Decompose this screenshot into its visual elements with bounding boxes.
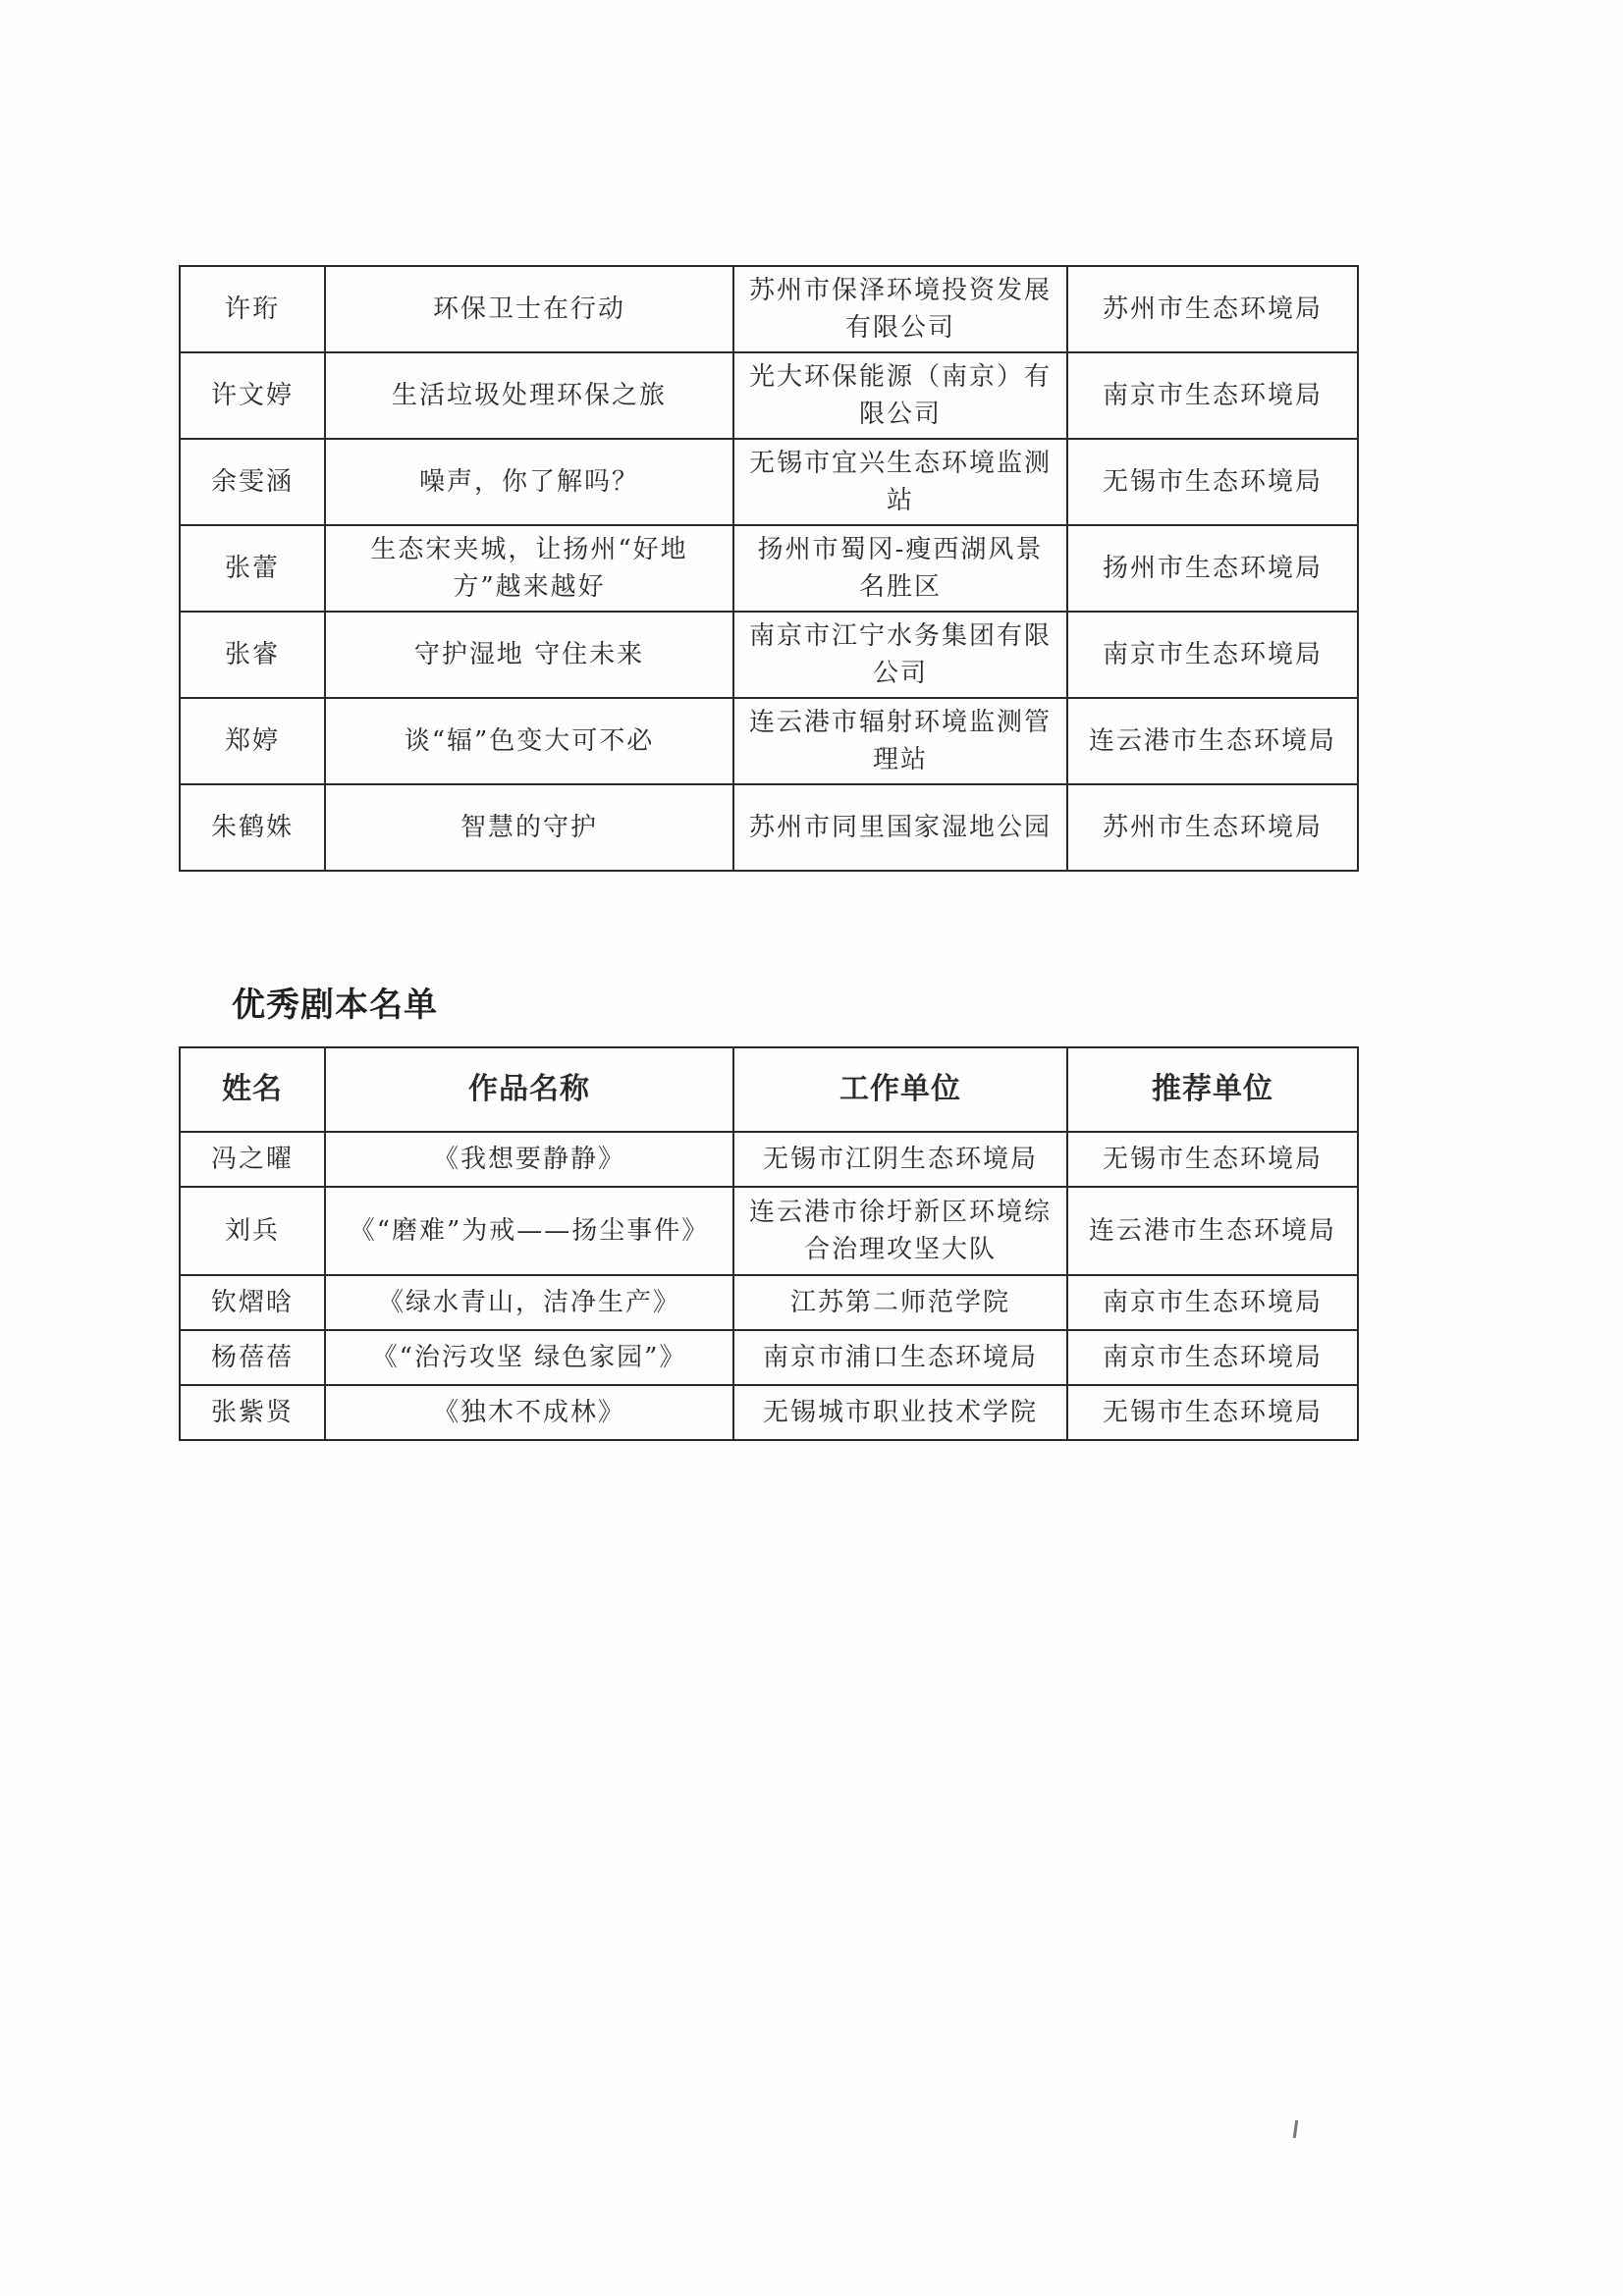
table-row: [180, 439, 1358, 525]
table-row: [180, 266, 1358, 352]
name-cell: 张蕾: [180, 525, 325, 612]
name-cell: 张睿: [180, 612, 325, 698]
employer-cell: 连云港市辐射环境监测管理站: [733, 698, 1067, 784]
table-row: [180, 784, 1358, 871]
name-cell: 朱鹤姝: [180, 784, 325, 871]
employer-cell: 无锡市江阴生态环境局: [733, 1132, 1067, 1187]
award-list-table: [179, 265, 1359, 872]
script-list-table: [179, 1046, 1359, 1441]
employer-cell: 苏州市同里国家湿地公园: [733, 784, 1067, 871]
column-header-work-title: 作品名称: [325, 1047, 733, 1132]
work-title-cell: 生态宋夹城，让扬州“好地方”越来越好: [325, 525, 733, 612]
table-row: [180, 1187, 1358, 1275]
recommender-cell: 苏州市生态环境局: [1067, 266, 1358, 352]
table-row: [180, 525, 1358, 612]
work-title-cell: 《“磨难”为戒——扬尘事件》: [325, 1187, 733, 1275]
column-header-name: 姓名: [180, 1047, 325, 1132]
recommender-cell: 南京市生态环境局: [1067, 612, 1358, 698]
employer-cell: 光大环保能源（南京）有限公司: [733, 352, 1067, 439]
recommender-cell: 南京市生态环境局: [1067, 352, 1358, 439]
work-title-cell: 《绿水青山，洁净生产》: [325, 1275, 733, 1330]
section-title: 优秀剧本名单: [232, 986, 438, 1025]
name-cell: 钦熠晗: [180, 1275, 325, 1330]
work-title-cell: 《“治污攻坚 绿色家园”》: [325, 1330, 733, 1385]
employer-cell: 南京市江宁水务集团有限公司: [733, 612, 1067, 698]
work-title-cell: 《独木不成林》: [325, 1385, 733, 1440]
work-title-cell: 噪声，你了解吗？: [325, 439, 733, 525]
table-row: [180, 612, 1358, 698]
name-cell: 余雯涵: [180, 439, 325, 525]
name-cell: 许珩: [180, 266, 325, 352]
name-cell: 许文婷: [180, 352, 325, 439]
work-title-cell: 生活垃圾处理环保之旅: [325, 352, 733, 439]
scan-mark: [1293, 2120, 1298, 2138]
name-cell: 冯之曜: [180, 1132, 325, 1187]
recommender-cell: 无锡市生态环境局: [1067, 1385, 1358, 1440]
recommender-cell: 无锡市生态环境局: [1067, 1132, 1358, 1187]
table-row: [180, 698, 1358, 784]
work-title-cell: 守护湿地 守住未来: [325, 612, 733, 698]
recommender-cell: 连云港市生态环境局: [1067, 1187, 1358, 1275]
work-title-cell: 谈“辐”色变大可不必: [325, 698, 733, 784]
name-cell: 杨蓓蓓: [180, 1330, 325, 1385]
employer-cell: 无锡市宜兴生态环境监测站: [733, 439, 1067, 525]
employer-cell: 江苏第二师范学院: [733, 1275, 1067, 1330]
name-cell: 张紫贤: [180, 1385, 325, 1440]
employer-cell: 苏州市保泽环境投资发展有限公司: [733, 266, 1067, 352]
name-cell: 刘兵: [180, 1187, 325, 1275]
recommender-cell: 南京市生态环境局: [1067, 1330, 1358, 1385]
employer-cell: 无锡城市职业技术学院: [733, 1385, 1067, 1440]
recommender-cell: 苏州市生态环境局: [1067, 784, 1358, 871]
table-row: [180, 352, 1358, 439]
work-title-cell: 智慧的守护: [325, 784, 733, 871]
recommender-cell: 连云港市生态环境局: [1067, 698, 1358, 784]
table-row: [180, 1330, 1358, 1385]
table-header-row: [180, 1047, 1358, 1132]
recommender-cell: 南京市生态环境局: [1067, 1275, 1358, 1330]
employer-cell: 南京市浦口生态环境局: [733, 1330, 1067, 1385]
name-cell: 郑婷: [180, 698, 325, 784]
table-row: [180, 1275, 1358, 1330]
work-title-cell: 《我想要静静》: [325, 1132, 733, 1187]
table-row: [180, 1385, 1358, 1440]
work-title-cell: 环保卫士在行动: [325, 266, 733, 352]
column-header-employer: 工作单位: [733, 1047, 1067, 1132]
column-header-recommender: 推荐单位: [1067, 1047, 1358, 1132]
recommender-cell: 无锡市生态环境局: [1067, 439, 1358, 525]
recommender-cell: 扬州市生态环境局: [1067, 525, 1358, 612]
employer-cell: 扬州市蜀冈-瘦西湖风景名胜区: [733, 525, 1067, 612]
employer-cell: 连云港市徐圩新区环境综合治理攻坚大队: [733, 1187, 1067, 1275]
table-row: [180, 1132, 1358, 1187]
